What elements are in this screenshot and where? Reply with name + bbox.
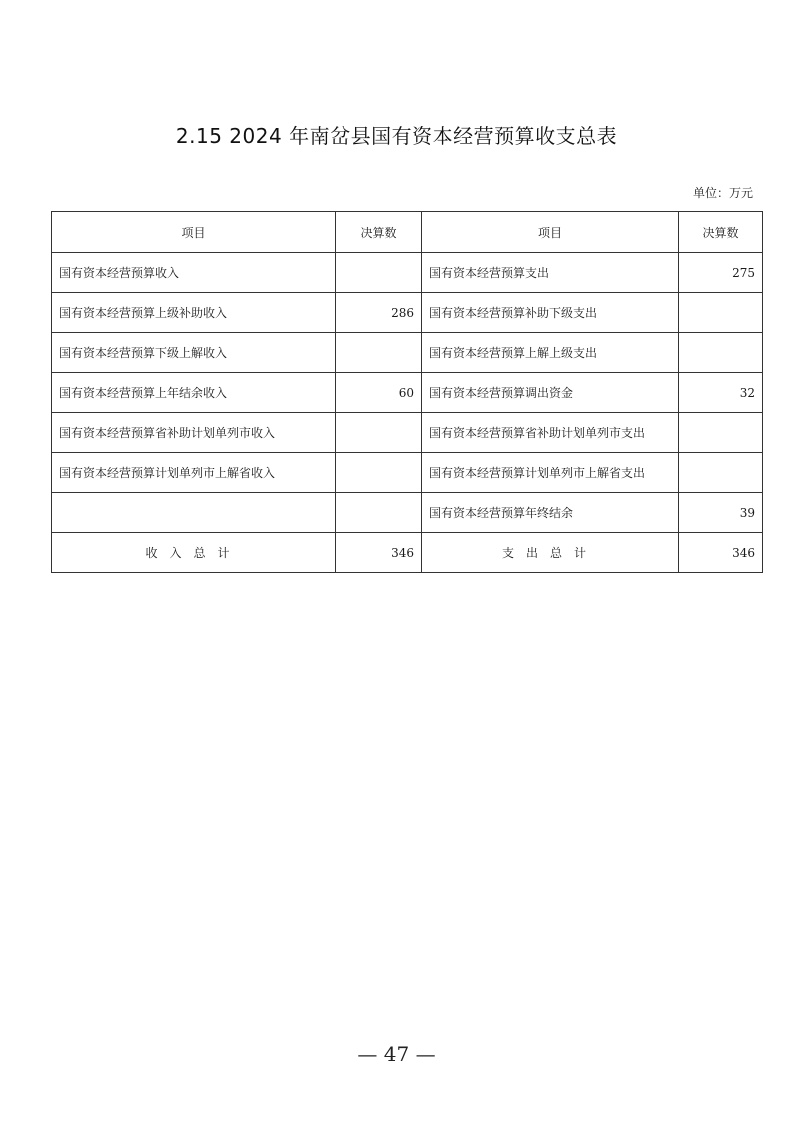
table-row (52, 333, 763, 373)
table-header-row (52, 212, 763, 253)
header-income-item: 项目 (52, 212, 336, 253)
income-amount (336, 453, 422, 493)
page-number: — 47 — (357, 1042, 436, 1066)
income-amount (336, 493, 422, 533)
income-amount (336, 333, 422, 373)
expense-amount: 275 (679, 253, 763, 293)
income-item: 国有资本经营预算上年结余收入 (52, 373, 336, 413)
expense-amount (679, 293, 763, 333)
table-row (52, 253, 763, 293)
income-item: 国有资本经营预算上级补助收入 (52, 293, 336, 333)
income-amount: 60 (336, 373, 422, 413)
income-item: 国有资本经营预算计划单列市上解省收入 (52, 453, 336, 493)
table-row (52, 413, 763, 453)
totals-row (52, 533, 763, 573)
unit-label: 单位：万元 (692, 186, 753, 200)
expense-amount: 39 (679, 493, 763, 533)
expense-amount: 32 (679, 373, 763, 413)
income-item: 国有资本经营预算收入 (52, 253, 336, 293)
income-total-label: 收入总计 (52, 533, 336, 573)
income-amount (336, 413, 422, 453)
budget-table (51, 211, 763, 573)
table-row (52, 493, 763, 533)
expense-item: 国有资本经营预算年终结余 (422, 493, 679, 533)
expense-item: 国有资本经营预算支出 (422, 253, 679, 293)
expense-amount (679, 453, 763, 493)
expense-amount (679, 333, 763, 373)
expense-item: 国有资本经营预算调出资金 (422, 373, 679, 413)
expense-total-label: 支出总计 (422, 533, 679, 573)
expense-item: 国有资本经营预算省补助计划单列市支出 (422, 413, 679, 453)
expense-amount (679, 413, 763, 453)
expense-total-amount: 346 (679, 533, 763, 573)
table-row (52, 453, 763, 493)
header-expense-item: 项目 (422, 212, 679, 253)
header-expense-amount: 决算数 (679, 212, 763, 253)
income-amount (336, 253, 422, 293)
expense-item: 国有资本经营预算计划单列市上解省支出 (422, 453, 679, 493)
income-item: 国有资本经营预算下级上解收入 (52, 333, 336, 373)
income-amount: 286 (336, 293, 422, 333)
page-title: 2.15 2024 年南岔县国有资本经营预算收支总表 (175, 124, 618, 148)
table-row (52, 373, 763, 413)
expense-item: 国有资本经营预算补助下级支出 (422, 293, 679, 333)
header-income-amount: 决算数 (336, 212, 422, 253)
expense-item: 国有资本经营预算上解上级支出 (422, 333, 679, 373)
income-total-amount: 346 (336, 533, 422, 573)
income-item: 国有资本经营预算省补助计划单列市收入 (52, 413, 336, 453)
table-row (52, 293, 763, 333)
income-item (52, 493, 336, 533)
